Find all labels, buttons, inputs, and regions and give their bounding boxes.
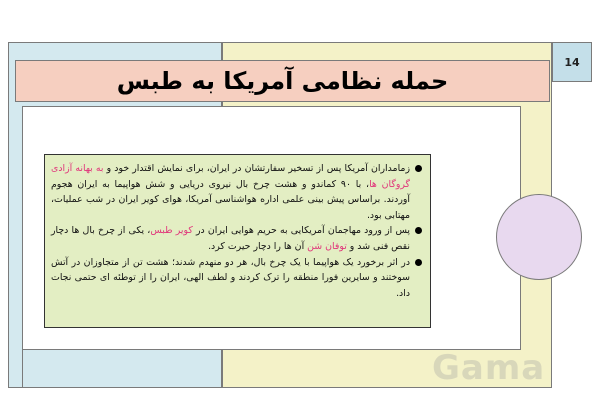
page-number: 14 — [552, 42, 592, 82]
bullet-item — [51, 255, 410, 302]
highlighted-text: کویر طبس — [150, 225, 193, 237]
content-box — [44, 154, 431, 328]
bullet-dot-icon — [415, 259, 422, 266]
bullet-text: پس از ورود مهاجمان آمریکایی به حریم هوایی ایران در — [192, 225, 411, 237]
bullet-dot-icon — [415, 227, 422, 234]
bullet-item — [51, 223, 410, 254]
watermark-logo: Gama — [432, 348, 546, 388]
bullet-dot-icon — [415, 165, 422, 172]
decorative-circle — [496, 194, 582, 280]
slide-title-bar — [15, 60, 550, 102]
bullet-list — [51, 161, 422, 301]
highlighted-text: به بهانه آزادی گروگان ها — [51, 163, 411, 190]
bullet-text: زمامداران آمریکا پس از تسخیر سفارتشان در ایران، برای نمایش اقتدار خود و — [103, 163, 410, 174]
highlighted-text: توفان شن — [307, 240, 347, 252]
bullet-text: آن ها را دچار حیرت کرد. — [208, 240, 308, 252]
slide-title: حمله نظامی آمریکا به طبس — [116, 67, 449, 95]
bullet-text: در اثر برخورد یک هواپیما با یک چرخ بال، هر دو منهدم شدند؛ هشت تن از متجاوزان در آتش سوختند و سایرین فورا منطقه را ترک کردند و لطف الهی، ایران را از توطئه ای حتمی نجات داد. — [51, 256, 410, 299]
bullet-item — [51, 161, 410, 223]
bullet-text: ، یکی از چرخ بال ها دچار نقص فنی شد و — [51, 225, 410, 252]
bullet-text: ، با ۹۰ کماندو و هشت چرخ بال نیروی دریایی و شش هواپیما به ایران هجوم آوردند. براساس پیش بینی علمی اداره هواشناسی آمریکا، هوای کویر ایران در شب عملیات، مهتابی بود. — [51, 178, 410, 221]
divider-line — [22, 148, 23, 388]
